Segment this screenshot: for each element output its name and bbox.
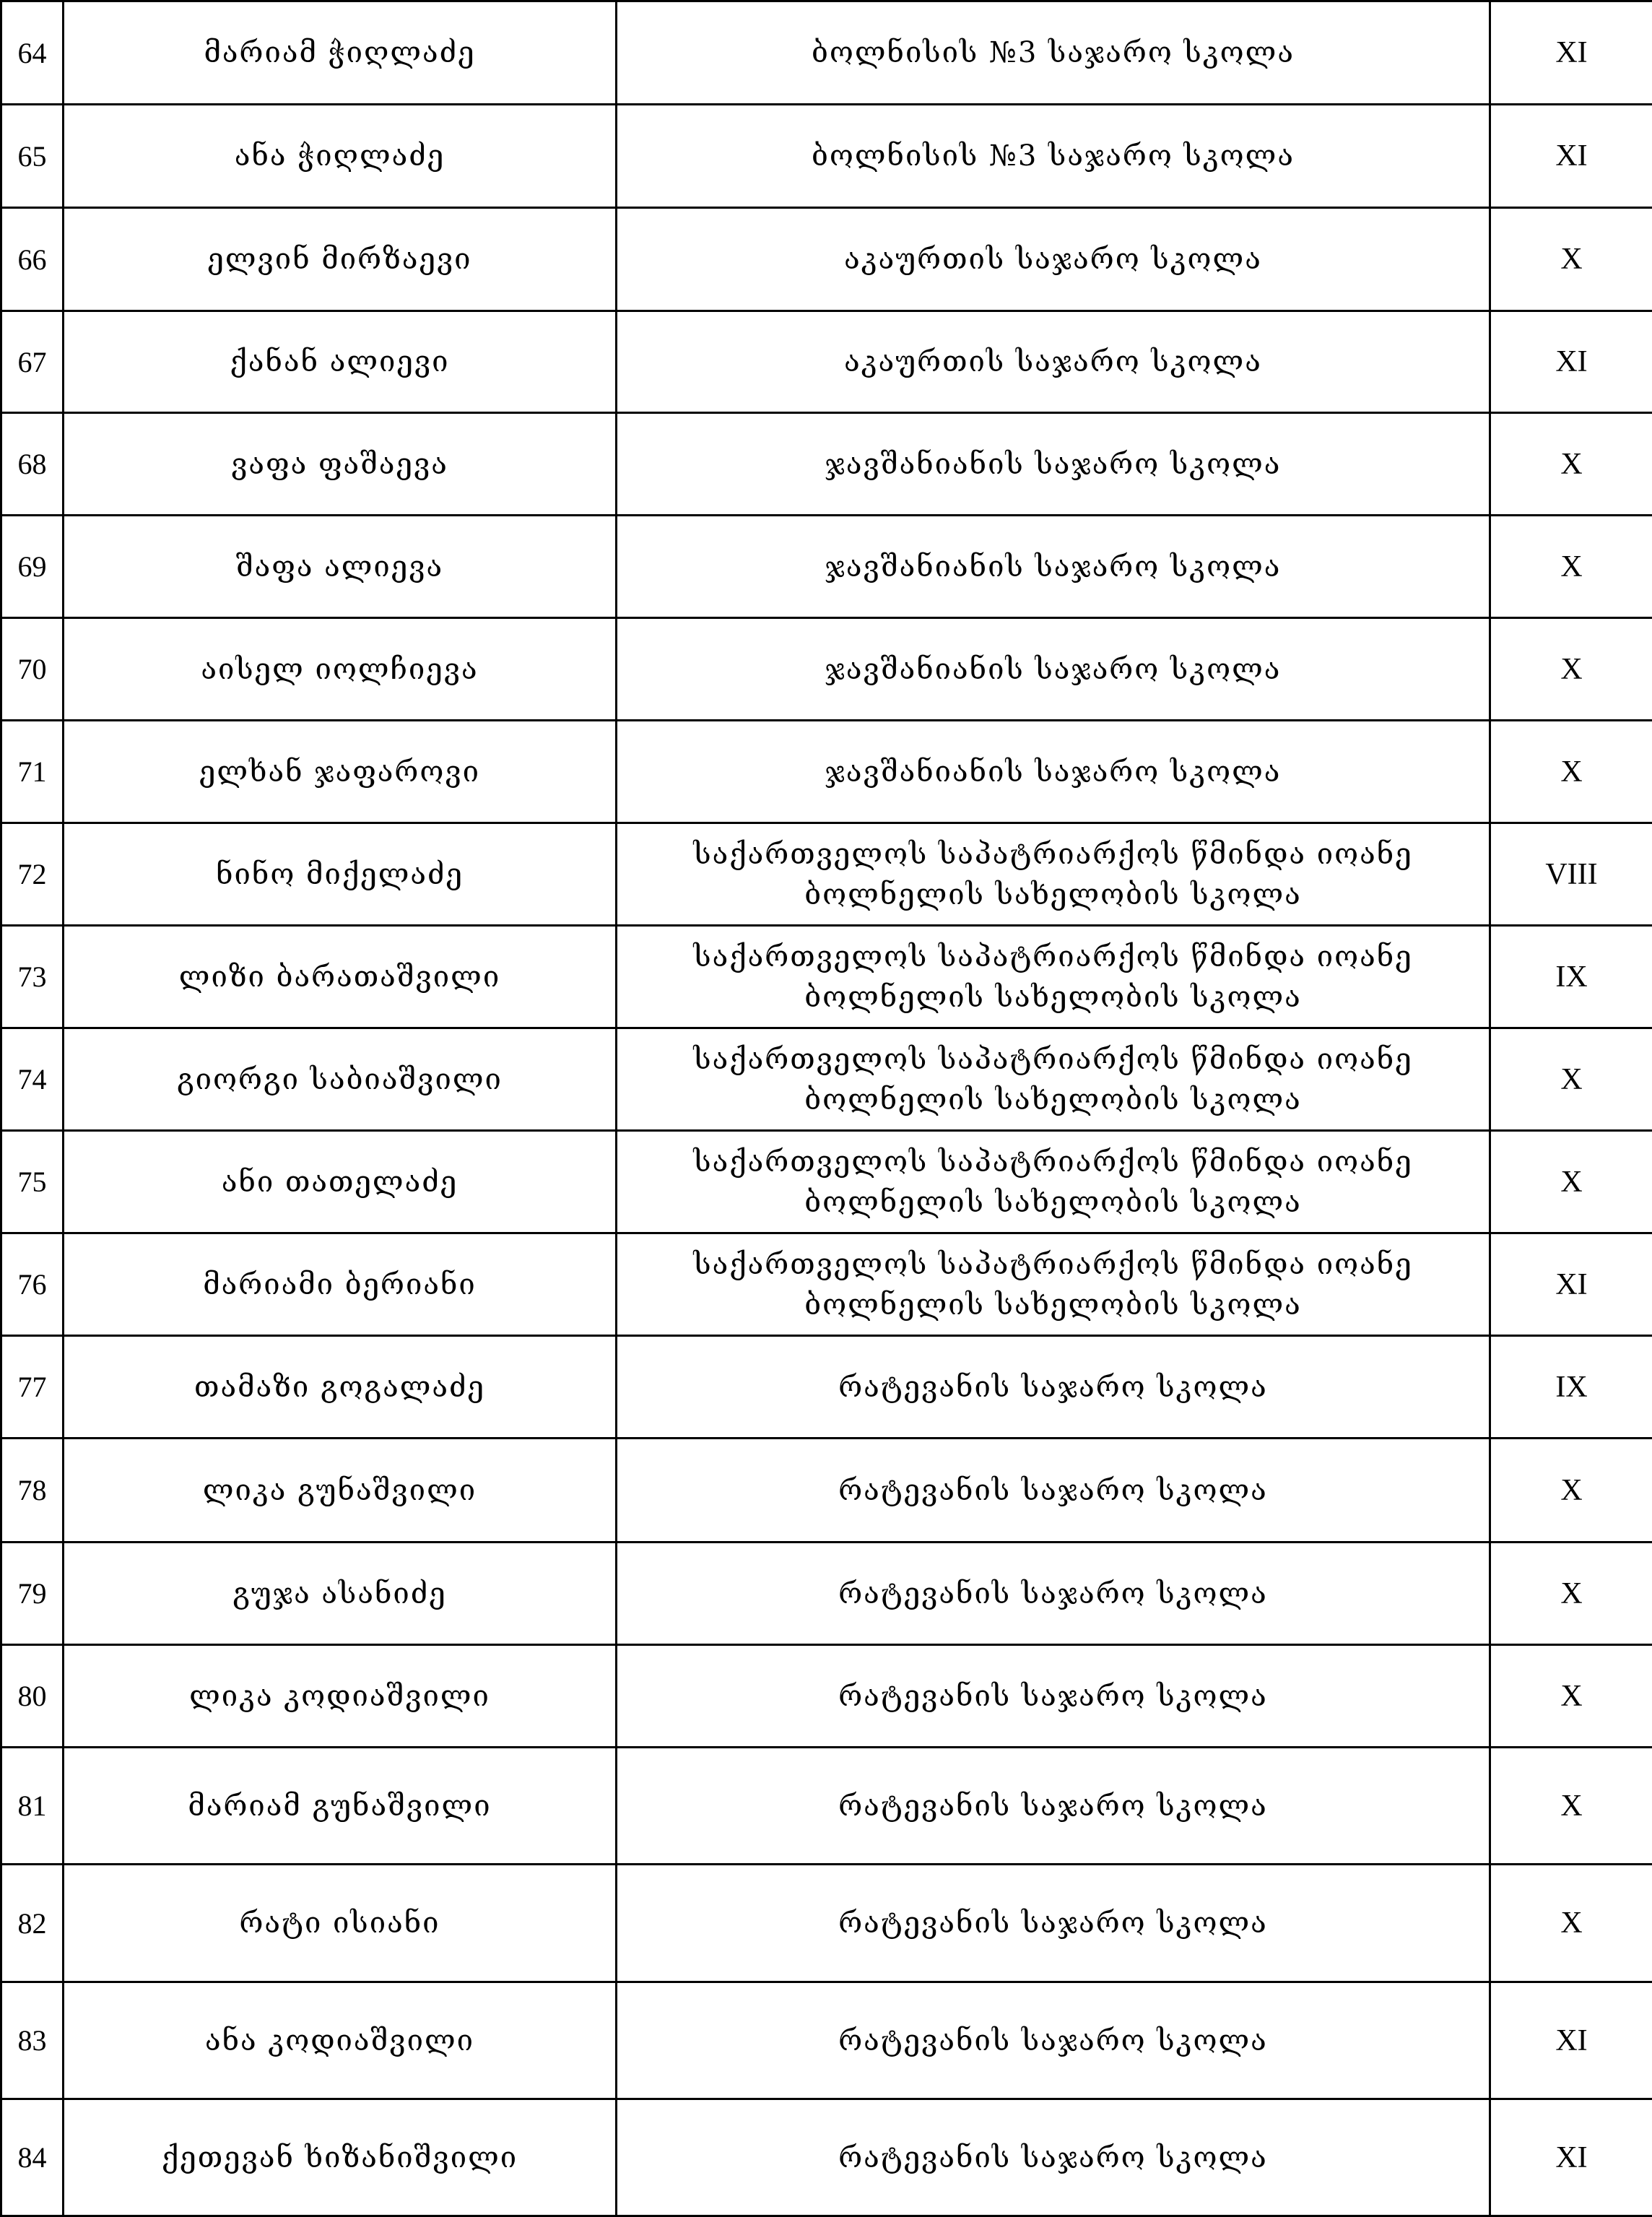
row-number: 75 [1, 1131, 64, 1233]
table-row [1, 1748, 1652, 1865]
school-name: საქართველოს საპატრიარქოს წმინდა იოანე ბოლნელის სახელობის სკოლა [617, 823, 1490, 926]
table-row [1, 721, 1652, 823]
row-number: 70 [1, 618, 64, 721]
row-number: 71 [1, 721, 64, 823]
grade: X [1490, 721, 1652, 823]
grade: X [1490, 1439, 1652, 1543]
table-row [1, 1865, 1652, 1982]
grade: X [1490, 1028, 1652, 1131]
student-name: ლიკა კოდიაშვილი [64, 1645, 617, 1748]
school-name: რატევანის საჯარო სკოლა [617, 1645, 1490, 1748]
row-number: 79 [1, 1543, 64, 1645]
school-name: რატევანის საჯარო სკოლა [617, 2099, 1490, 2216]
school-name: ბოლნისის №3 საჯარო სკოლა [617, 105, 1490, 208]
row-number: 65 [1, 105, 64, 208]
table-row [1, 1543, 1652, 1645]
row-number: 74 [1, 1028, 64, 1131]
school-name: საქართველოს საპატრიარქოს წმინდა იოანე ბოლნელის სახელობის სკოლა [617, 1028, 1490, 1131]
row-number: 64 [1, 1, 64, 105]
row-number: 80 [1, 1645, 64, 1748]
student-name: ლიკა გუნაშვილი [64, 1439, 617, 1543]
student-name: გუჯა ასანიძე [64, 1543, 617, 1645]
table-row [1, 618, 1652, 721]
grade: X [1490, 1131, 1652, 1233]
student-name: აისელ იოლჩიევა [64, 618, 617, 721]
table-row [1, 1982, 1652, 2099]
grade: X [1490, 516, 1652, 618]
row-number: 68 [1, 413, 64, 516]
table-row [1, 1439, 1652, 1543]
row-number: 72 [1, 823, 64, 926]
student-name: რატი ისიანი [64, 1865, 617, 1982]
participants-table-body [1, 1, 1652, 2216]
student-name: ანა ჭიღლაძე [64, 105, 617, 208]
school-name: რატევანის საჯარო სკოლა [617, 1865, 1490, 1982]
row-number: 84 [1, 2099, 64, 2216]
grade: XI [1490, 105, 1652, 208]
grade: X [1490, 1645, 1652, 1748]
student-name: ქანან ალიევი [64, 311, 617, 413]
student-name: მარიამ გუნაშვილი [64, 1748, 617, 1865]
row-number: 81 [1, 1748, 64, 1865]
grade: XI [1490, 1233, 1652, 1336]
school-name: რატევანის საჯარო სკოლა [617, 1336, 1490, 1439]
grade: X [1490, 1543, 1652, 1645]
student-name: ლიზი ბარათაშვილი [64, 926, 617, 1028]
grade: XI [1490, 1982, 1652, 2099]
table-row [1, 516, 1652, 618]
school-name: ჯავშანიანის საჯარო სკოლა [617, 413, 1490, 516]
table-row [1, 1233, 1652, 1336]
table-row [1, 413, 1652, 516]
table-row [1, 1645, 1652, 1748]
row-number: 78 [1, 1439, 64, 1543]
grade: X [1490, 413, 1652, 516]
student-name: ელხან ჯაფაროვი [64, 721, 617, 823]
row-number: 66 [1, 208, 64, 311]
table-row [1, 105, 1652, 208]
student-name: თამაზი გოგალაძე [64, 1336, 617, 1439]
school-name: ჯავშანიანის საჯარო სკოლა [617, 618, 1490, 721]
grade: X [1490, 208, 1652, 311]
school-name: რატევანის საჯარო სკოლა [617, 1439, 1490, 1543]
student-name: მარიამ ჭიღლაძე [64, 1, 617, 105]
row-number: 67 [1, 311, 64, 413]
school-name: ჯავშანიანის საჯარო სკოლა [617, 721, 1490, 823]
row-number: 76 [1, 1233, 64, 1336]
student-name: გიორგი საბიაშვილი [64, 1028, 617, 1131]
student-name: ნინო მიქელაძე [64, 823, 617, 926]
student-name: ელვინ მირზაევი [64, 208, 617, 311]
school-name: რატევანის საჯარო სკოლა [617, 1748, 1490, 1865]
student-name: მარიამი ბერიანი [64, 1233, 617, 1336]
table-row [1, 1, 1652, 105]
school-name: ჯავშანიანის საჯარო სკოლა [617, 516, 1490, 618]
school-name: ბოლნისის №3 საჯარო სკოლა [617, 1, 1490, 105]
row-number: 69 [1, 516, 64, 618]
grade: XI [1490, 2099, 1652, 2216]
school-name: აკაურთის საჯარო სკოლა [617, 311, 1490, 413]
grade: IX [1490, 926, 1652, 1028]
grade: X [1490, 618, 1652, 721]
row-number: 82 [1, 1865, 64, 1982]
school-name: საქართველოს საპატრიარქოს წმინდა იოანე ბოლნელის სახელობის სკოლა [617, 1233, 1490, 1336]
table-row [1, 823, 1652, 926]
grade: IX [1490, 1336, 1652, 1439]
grade: XI [1490, 1, 1652, 105]
student-name: ანა კოდიაშვილი [64, 1982, 617, 2099]
row-number: 83 [1, 1982, 64, 2099]
school-name: რატევანის საჯარო სკოლა [617, 1982, 1490, 2099]
student-name: ანი თათელაძე [64, 1131, 617, 1233]
grade: VIII [1490, 823, 1652, 926]
table-row [1, 926, 1652, 1028]
row-number: 73 [1, 926, 64, 1028]
table-row [1, 2099, 1652, 2216]
school-name: რატევანის საჯარო სკოლა [617, 1543, 1490, 1645]
student-name: შაფა ალიევა [64, 516, 617, 618]
table-row [1, 1131, 1652, 1233]
school-name: საქართველოს საპატრიარქოს წმინდა იოანე ბოლნელის სახელობის სკოლა [617, 1131, 1490, 1233]
student-name: ვაფა ფაშაევა [64, 413, 617, 516]
grade: X [1490, 1748, 1652, 1865]
grade: XI [1490, 311, 1652, 413]
table-row [1, 311, 1652, 413]
school-name: საქართველოს საპატრიარქოს წმინდა იოანე ბოლნელის სახელობის სკოლა [617, 926, 1490, 1028]
student-name: ქეთევან ხიზანიშვილი [64, 2099, 617, 2216]
table-row [1, 1336, 1652, 1439]
grade: X [1490, 1865, 1652, 1982]
table-row [1, 208, 1652, 311]
school-name: აკაურთის საჯარო სკოლა [617, 208, 1490, 311]
row-number: 77 [1, 1336, 64, 1439]
table-row [1, 1028, 1652, 1131]
